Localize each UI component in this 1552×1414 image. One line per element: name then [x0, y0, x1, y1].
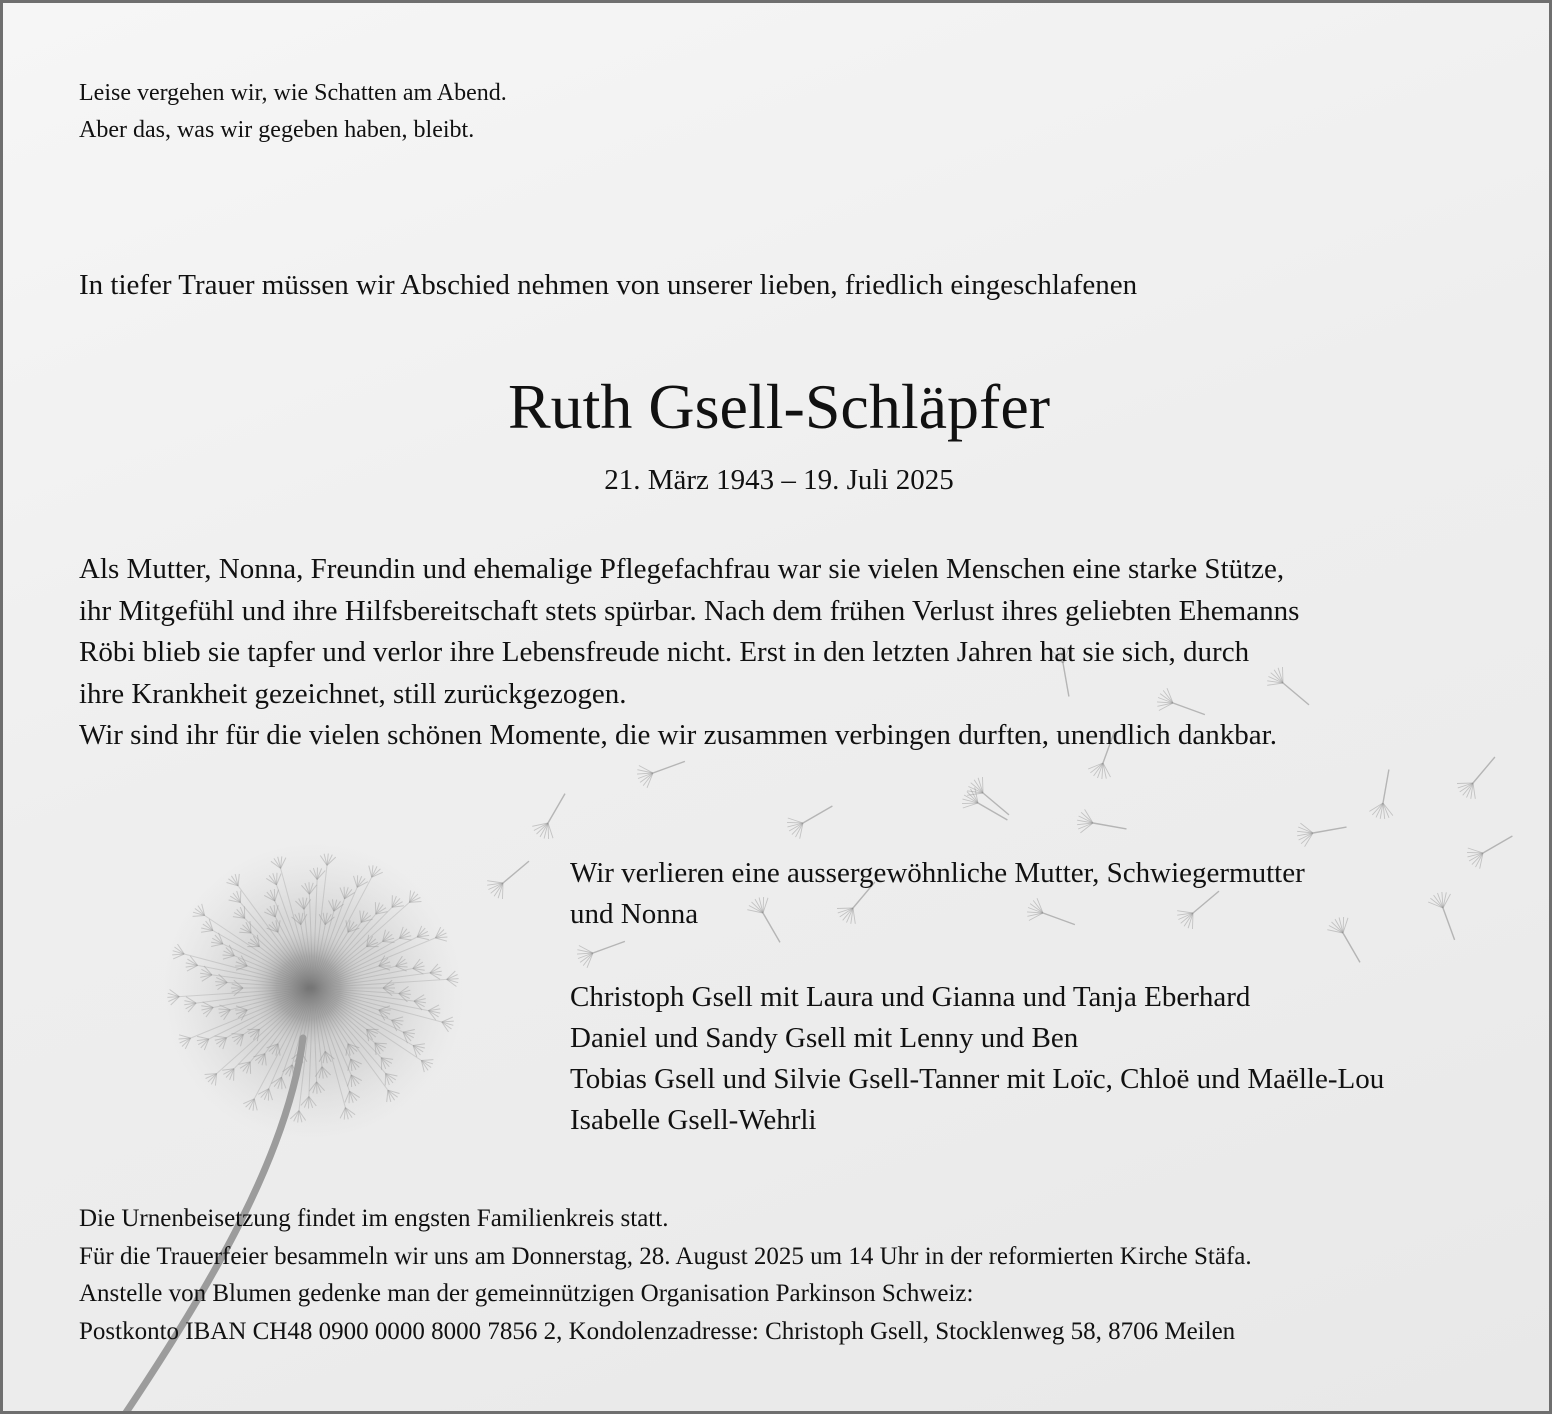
mourners-list [570, 977, 1384, 1141]
tribute-line: Wir sind ihr für die vielen schönen Momente, die wir zusammen verbingen durften, unendlich dankbar. [79, 719, 1277, 751]
info-line: Für die Trauerfeier besammeln wir uns am Donnerstag, 28. August 2025 um 14 Uhr in der reformierten Kirche Stäfa. [79, 1242, 1252, 1270]
life-dates: 21. März 1943 – 19. Juli 2025 [604, 464, 954, 496]
motto-verse [79, 75, 507, 149]
info-line: Postkonto IBAN CH48 0900 0000 8000 7856 2, Kondolenzadresse: Christoph Gsell, Stocklenweg 58, 8706 Meilen [79, 1317, 1236, 1345]
tribute-line: ihr Mitgefühl und ihre Hilfsbereitschaft stets spürbar. Nach dem frühen Verlust ihres geliebten Ehemanns [79, 594, 1300, 627]
tribute-line: Als Mutter, Nonna, Freundin und ehemalige Pflegefachfrau war sie vielen Menschen eine starke Stütze, [79, 553, 1285, 585]
mourner-entry: Isabelle Gsell-Wehrli [570, 1104, 817, 1136]
mourner-entry: Tobias Gsell und Silvie Gsell-Tanner mit Loïc, Chloë und Maëlle-Lou [570, 1063, 1385, 1095]
funeral-information [79, 1200, 1252, 1350]
motto-line: Leise vergehen wir, wie Schatten am Abend. [79, 80, 507, 106]
family-statement-line: Wir verlieren eine aussergewöhnliche Mutter, Schwiegermutter [570, 857, 1305, 889]
intro-text: In tiefer Trauer müssen wir Abschied nehmen von unserer lieben, friedlich eingeschlafenen [79, 269, 1138, 301]
family-statement-line: und Nonna [570, 898, 699, 930]
mourner-entry: Christoph Gsell mit Laura und Gianna und Tanja Eberhard [570, 981, 1251, 1013]
deceased-name: Ruth Gsell-Schläpfer [507, 371, 1051, 442]
tribute-paragraph [79, 549, 1299, 757]
tribute-line: Röbi blieb sie tapfer und verlor ihre Lebensfreude nicht. Erst in den letzten Jahren hat sie sich, durch [79, 636, 1250, 668]
tribute-line: ihre Krankheit gezeichnet, still zurückgezogen. [79, 677, 627, 710]
family-statement [570, 853, 1305, 935]
mourner-entry: Daniel und Sandy Gsell mit Lenny und Ben [570, 1022, 1079, 1054]
info-line: Anstelle von Blumen gedenke man der gemeinnützigen Organisation Parkinson Schweiz: [79, 1280, 974, 1307]
motto-line: Aber das, was wir gegeben haben, bleibt. [79, 117, 475, 143]
info-line: Die Urnenbeisetzung findet im engsten Familienkreis statt. [79, 1205, 669, 1232]
